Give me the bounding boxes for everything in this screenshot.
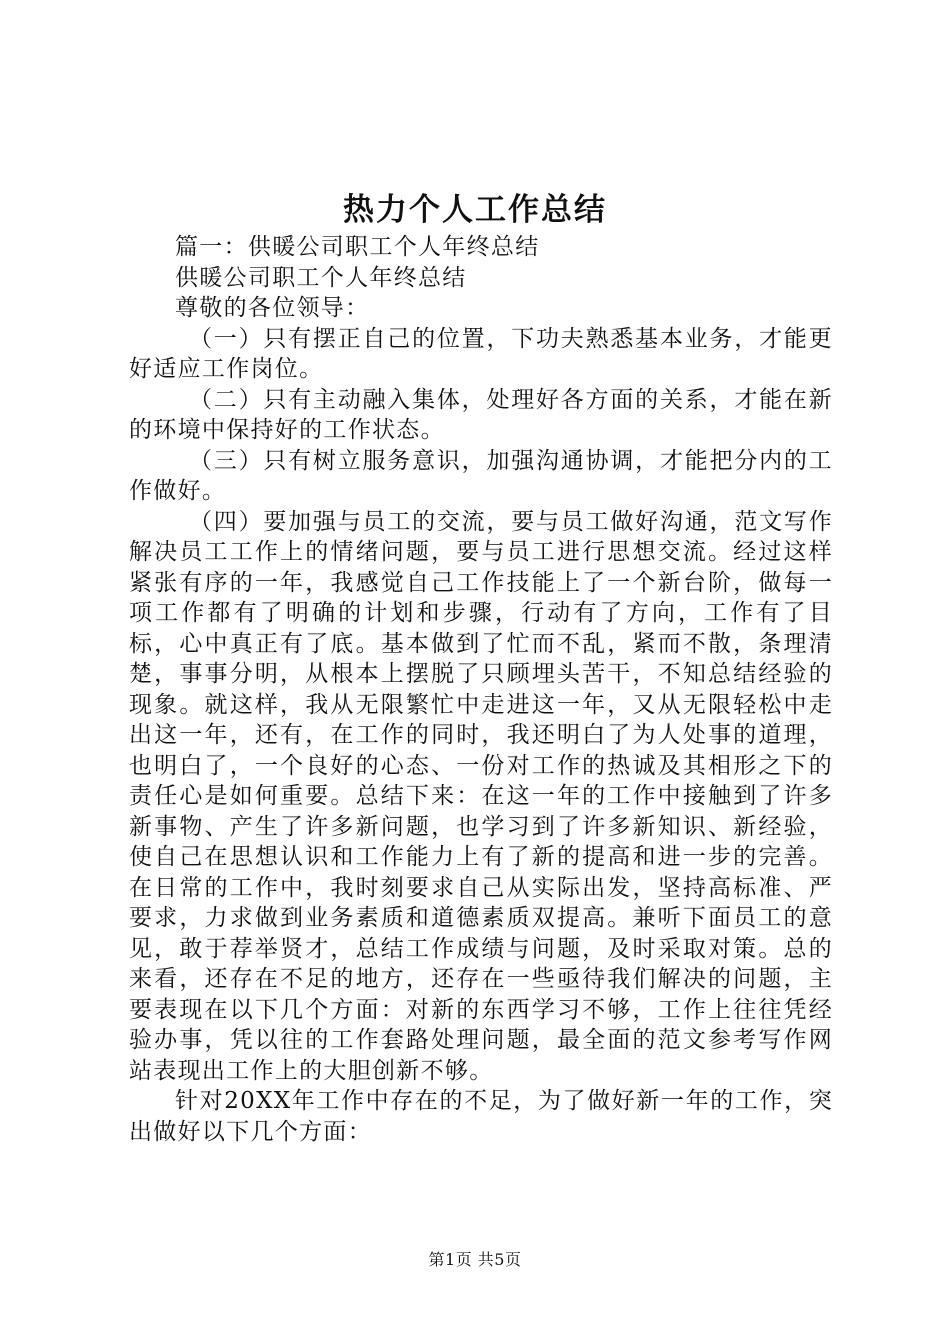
document-title: 热力个人工作总结	[343, 192, 607, 228]
section-heading: 篇一：供暖公司职工个人年终总结	[175, 234, 540, 260]
body-paragraph: （一）只有摆正自己的位置，下功夫熟悉基本业务，才能更好适应工作岗位。	[129, 325, 833, 382]
body-paragraph: （三）只有树立服务意识，加强沟通协调，才能把分内的工作做好。	[129, 447, 833, 504]
body-paragraph: （四）要加强与员工的交流，要与员工做好沟通，范文写作解决员工工作上的情绪问题，要与员工进行思想交流。经过这样紧张有序的一年，我感觉自己工作技能上了一个新台阶，做每一项工作都有了明确的计划和步骤，行动有了方向，工作有了目标，心中真正有了底。基本做到了忙而不乱，紧而不散，条理清楚，事事分明，从根本上摆脱了只顾埋头苦干，不知总结经验的现象。就这样，我从无限繁忙中走进这一年，又从无限轻松中走出这一年，还有，在工作的同时，我还明白了为人处事的道理，也明白了，一个良好的心态、一份对工作的热诚及其相形之下的责任心是如何重要。总结下来：在这一年的工作中接触到了许多新事物、产生了许多新问题，也学习到了许多新知识、新经验，使自己在思想认识和工作能力上有了新的提高和进一步的完善。在日常的工作中，我时刻要求自己从实际出发，坚持高标准、严要求，力求做到业务素质和道德素质双提高。兼听下面员工的意见，敢于荐举贤才，总结工作成绩与问题，及时采取对策。总的来看，还存在不足的地方，还存在一些亟待我们解决的问题，主要表现在以下几个方面：对新的东西学习不够，工作上往往凭经验办事，凭以往的工作套路处理问题，最全面的范文参考写作网站表现出工作上的大胆创新不够。	[129, 508, 833, 1084]
salutation-paragraph: 尊敬的各位领导：	[175, 295, 370, 321]
body-paragraph: （二）只有主动融入集体，处理好各方面的关系，才能在新的环境中保持好的工作状态。	[129, 386, 833, 443]
document-body	[129, 232, 833, 1147]
subtitle-paragraph: 供暖公司职工个人年终总结	[175, 264, 467, 291]
body-paragraph: 针对20XX年工作中存在的不足，为了做好新一年的工作，突出做好以下几个方面：	[129, 1088, 833, 1145]
page-footer: 第1页 共5页	[428, 1250, 522, 1269]
